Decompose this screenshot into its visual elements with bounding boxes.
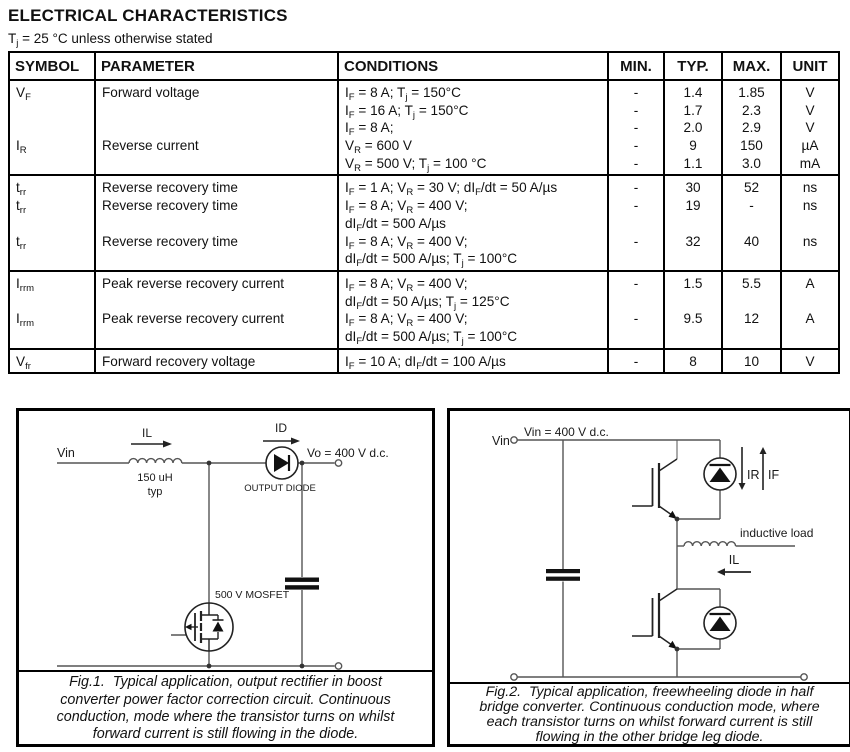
fig1-inductor-symbol xyxy=(129,459,182,463)
fig2-if-label: IF xyxy=(768,468,780,483)
table-row-vfr xyxy=(9,349,839,374)
fig2-circuit-diagram xyxy=(450,411,849,682)
fig1-vo-label: Vo = 400 V d.c. xyxy=(307,446,389,461)
max-cell: 10 xyxy=(722,349,781,374)
fig1-id-label: ID xyxy=(275,421,287,436)
parameter-cell: Peak reverse recovery current Peak reverse recovery current xyxy=(95,271,338,349)
fig1-inductor-typ-label: typ xyxy=(147,486,163,499)
header-parameter: PARAMETER xyxy=(95,52,338,80)
fig2-diode-top-symbol xyxy=(704,458,736,490)
table-row-irrm xyxy=(9,271,839,349)
fig1-mosfet-symbol xyxy=(185,603,233,651)
fig1-il-label: IL xyxy=(141,426,153,441)
conditions-cell: $I_F = 8$ A; $T_j = 150^\circ C$ $I_F = 16$ A; $T_j = 150^\circ C$ $I_F = 8$ A; $V_R = 600$ V $V_R = 500$ V; $T_j = 100$ °C xyxy=(338,80,608,175)
fig2-inductive-load-label: inductive load xyxy=(740,526,814,541)
symbol-cell: $I_{rrm}$ $I_{rrm}$ xyxy=(9,271,95,349)
page-title: ELECTRICAL CHARACTERISTICS xyxy=(8,6,288,25)
unit-cell: V xyxy=(781,349,839,374)
parameter-cell: Reverse recovery time Reverse recovery time Reverse recovery time xyxy=(95,175,338,270)
header-conditions: CONDITIONS xyxy=(338,52,608,80)
page-subtitle: $T_j = 25$ °C unless otherwise stated xyxy=(8,31,213,49)
table-row-vf-ir xyxy=(9,80,839,175)
electrical-characteristics-table xyxy=(8,51,840,374)
fig2-diode-bottom-symbol xyxy=(704,607,736,639)
fig2-if-arrow xyxy=(760,447,767,490)
fig1-mosfet-label: 500 V MOSFET xyxy=(215,589,290,602)
fig1-id-arrow xyxy=(263,438,300,445)
min-cell: - - - - - xyxy=(608,80,664,175)
fig2-igbt-bottom-symbol xyxy=(632,589,677,649)
symbol-cell: $V_F$ $I_R$ xyxy=(9,80,95,175)
header-unit: UNIT xyxy=(781,52,839,80)
parameter-cell: Forward recovery voltage xyxy=(95,349,338,374)
fig2-vin-value-label: Vin = 400 V d.c. xyxy=(524,425,609,440)
unit-cell: A A xyxy=(781,271,839,349)
fig2-ir-arrow xyxy=(739,447,746,490)
fig2-ir-label: IR xyxy=(747,468,760,483)
conditions-cell: $I_F = 1$ A; $V_R = 30$ V; $dI_F/dt = 50$ A/µs $I_F = 8$ A; $V_R = 400$ V; $dI_F/dt = 500$ A/µs $I_F = 8$ A; $V_R = 400$ V; $dI_F/dt = 500$ A/µs; $T_j = 100^\circ C$ xyxy=(338,175,608,270)
fig2-igbt-top-symbol xyxy=(632,440,677,519)
fig2-il-arrow xyxy=(717,569,751,576)
conditions-cell: $I_F = 8$ A; $V_R = 400$ V; $dI_F/dt = 50$ A/µs; $T_j = 125^\circ C$ $I_F = 8$ A; $V_R = 400$ V; $dI_F/dt = 500$ A/µs; $T_j = 100^\circ C$ xyxy=(338,271,608,349)
fig1-box xyxy=(16,408,435,747)
parameter-cell: Forward voltage Reverse current xyxy=(95,80,338,175)
fig1-il-arrow xyxy=(131,441,172,448)
conditions-cell: $I_F = 10$ A; $dI_F/dt = 100$ A/µs xyxy=(338,349,608,374)
typ-cell: 1.4 1.7 2.0 9 1.1 xyxy=(664,80,722,175)
figures-row xyxy=(16,408,850,747)
min-cell: - - - xyxy=(608,175,664,270)
symbol-cell: $t_{rr}$ $t_{rr}$ $t_{rr}$ xyxy=(9,175,95,270)
table-header-row xyxy=(9,52,839,80)
symbol-cell: $V_{fr}$ xyxy=(9,349,95,374)
fig2-inductor-symbol xyxy=(684,542,736,546)
fig1-inductor-value-label: 150 uH xyxy=(137,472,173,485)
max-cell: 5.5 12 xyxy=(722,271,781,349)
header-min: MIN. xyxy=(608,52,664,80)
unit-cell: V V V µA mA xyxy=(781,80,839,175)
fig2-il-label: IL xyxy=(728,553,740,568)
fig1-capacitor-symbol xyxy=(285,578,319,590)
typ-cell: 30 19 32 xyxy=(664,175,722,270)
header-symbol: SYMBOL xyxy=(9,52,95,80)
typ-cell: 1.5 9.5 xyxy=(664,271,722,349)
fig1-caption: Fig.1. Typical application, output rectifier in boost converter power factor correction circuit. Continuous conduction, mode where the transistor turns on whilst forward current is still flowing in the diode. xyxy=(19,670,432,744)
unit-cell: ns ns ns xyxy=(781,175,839,270)
max-cell: 1.85 2.3 2.9 150 3.0 xyxy=(722,80,781,175)
table-row-trr xyxy=(9,175,839,270)
fig1-circuit-diagram xyxy=(19,411,432,670)
max-cell: 52 - 40 xyxy=(722,175,781,270)
fig2-caption: Fig.2. Typical application, freewheeling diode in half bridge converter. Continuous conduction mode, where each transistor turns on whilst forward current is still flowing in the other bridge leg diode. xyxy=(450,682,849,744)
fig1-vin-label: Vin xyxy=(57,446,75,461)
fig2-box xyxy=(447,408,850,747)
min-cell: - xyxy=(608,349,664,374)
min-cell: - - xyxy=(608,271,664,349)
fig2-vin-label: Vin xyxy=(492,434,510,449)
fig1-output-diode-label: OUTPUT DIODE xyxy=(244,483,316,495)
fig1-output-diode-symbol xyxy=(266,447,298,479)
fig2-capacitor-symbol xyxy=(546,569,580,581)
header-max: MAX. xyxy=(722,52,781,80)
typ-cell: 8 xyxy=(664,349,722,374)
header-typ: TYP. xyxy=(664,52,722,80)
